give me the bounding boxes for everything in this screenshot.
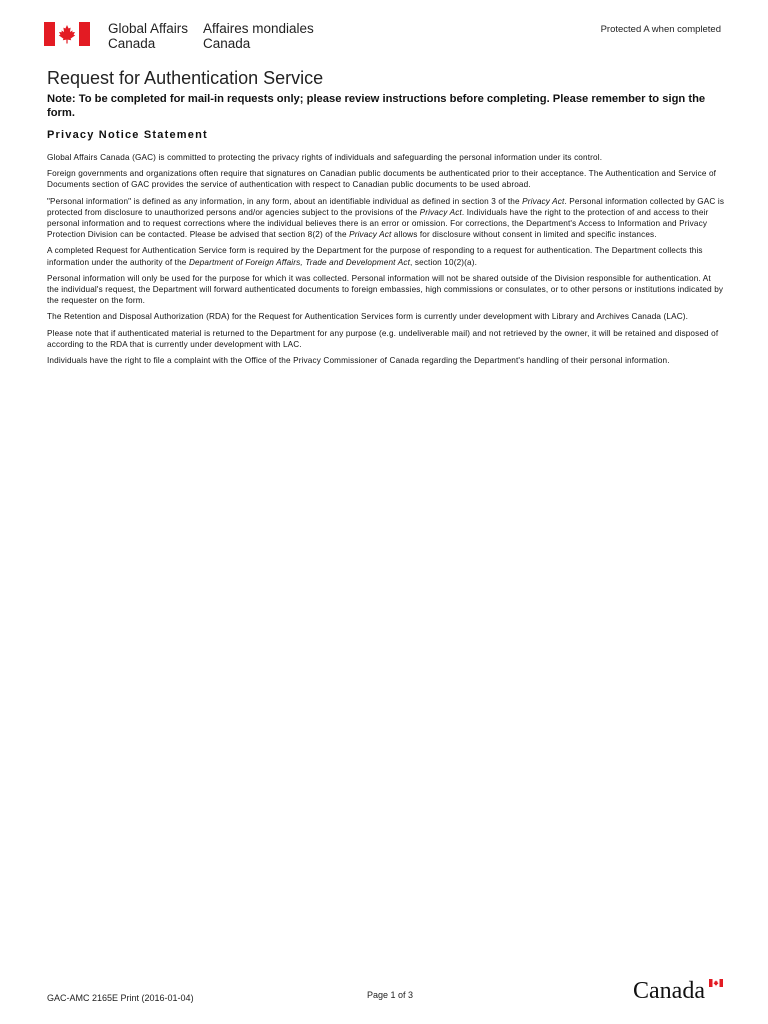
protection-level-label: Protected A when completed <box>600 24 721 35</box>
form-code: GAC-AMC 2165E Print (2016-01-04) <box>47 993 194 1003</box>
canada-wordmark: Canada <box>633 978 705 1004</box>
form-note: Note: To be completed for mail-in requests only; please review instructions before completing. Please remember to sign the form. <box>47 93 706 119</box>
section-heading-privacy: Privacy Notice Statement <box>47 129 208 141</box>
wordmark-flag-icon <box>709 979 723 987</box>
paragraph: Please note that if authenticated material is returned to the Department for any purpose (e.g. undeliverable mail) and not retrieved by the owner, it will be retained and disposed of according to the RDA that is currently under development with LAC. <box>47 328 719 349</box>
paragraph: A completed Request for Authentication Service form is required by the Department for the purpose of responding to a request for authentication. The Department collects this information under the authority of the Department of Foreign Affairs, Trade and Development Act, section 10(2)(a). <box>47 246 703 267</box>
privacy-notice-body <box>47 152 725 371</box>
canada-flag-icon <box>44 22 90 46</box>
paragraph: Individuals have the right to file a complaint with the Office of the Privacy Commissioner of Canada regarding the Department's handling of their personal information. <box>47 356 670 366</box>
act-citation: Privacy Act <box>349 230 392 240</box>
paragraph: The Retention and Disposal Authorization (RDA) for the Request for Authentication Services form is currently under development with Library and Archives Canada (LAC). <box>47 312 689 322</box>
act-citation: Privacy Act <box>522 196 565 206</box>
page-header <box>0 0 768 60</box>
paragraph: Global Affairs Canada (GAC) is committed to protecting the privacy rights of individuals and safeguarding the personal information under its control. <box>47 153 603 162</box>
paragraph: Foreign governments and organizations often require that signatures on Canadian public documents be authenticated prior to their acceptance. The Authentication and Service of Documents section of GAC provides the service of authentication with respect to Canadian public documents to be used abroad. <box>47 169 717 190</box>
act-citation: Privacy Act <box>419 207 462 217</box>
org-name-english: Global Affairs Canada <box>108 21 189 51</box>
act-citation: Department of Foreign Affairs, Trade and Development Act <box>188 257 411 267</box>
org-name-french: Affaires mondiales Canada <box>203 21 314 51</box>
paragraph: "Personal information" is defined as any information, in any form, about an identifiable individual as defined in section 3 of the Privacy Act. Personal information collected by GAC is protected from disclosure to unauthorized persons and/or agencies subject to the provisions of the Privacy Act. Individuals have the right to the protection of and access to their personal information and to request corrections where the individual believes there is an error or omission. For corrections, the Department's Access to Information and Privacy Protection Division can be contacted. Please be advised that section 8(2) of the Privacy Act allows for disclosure without consent in limited and specific instances. <box>47 196 725 240</box>
page-number: Page 1 of 3 <box>367 990 414 1000</box>
paragraph: Personal information will only be used for the purpose for which it was collected. Personal information will not be shared outside of the Division responsible for authentication. At the individual's request, the Department will forward authenticated documents to foreign embassies, high commissions or consulates, or to other persons or institutions indicated by the requester on the form. <box>47 273 724 306</box>
form-title: Request for Authentication Service <box>47 68 324 88</box>
